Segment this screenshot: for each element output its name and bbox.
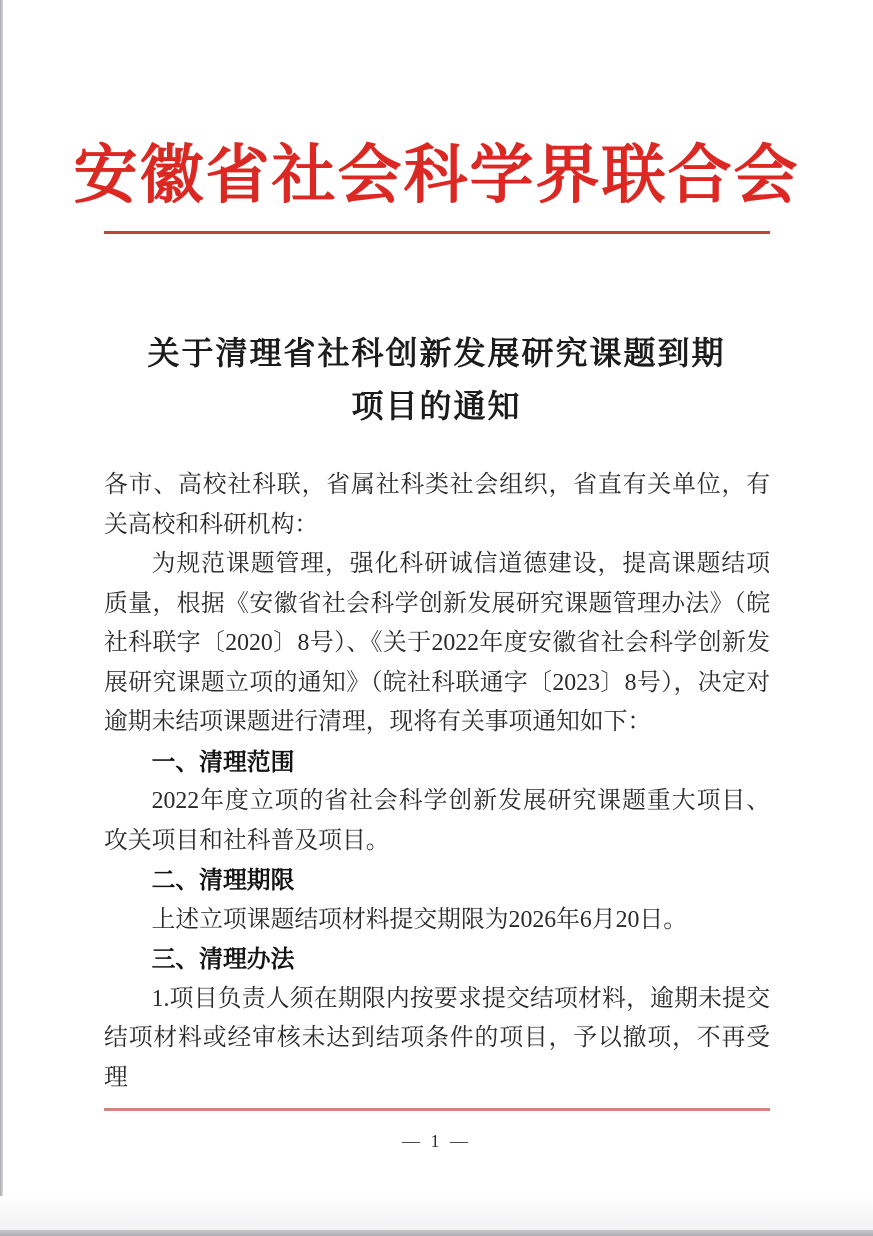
- document-title-line1: 关于清理省社科创新发展研究课题到期: [147, 335, 726, 371]
- section-1-paragraph: 2022年度立项的省社会科学创新发展研究课题重大项目、攻关项目和社科普及项目。: [104, 788, 770, 854]
- document-title: [0, 327, 873, 433]
- salutation: 各市、高校社科联，省属社科类社会组织，省直有关单位，有关高校和科研机构：: [104, 472, 770, 538]
- section-heading-2: 二、清理期限: [151, 867, 295, 894]
- section-2-paragraph: 上述立项课题结项材料提交期限为2026年6月20日。: [151, 906, 688, 933]
- page-edge-bottom: [0, 1230, 873, 1236]
- footer-rule: [104, 1108, 770, 1111]
- document-body: [104, 466, 770, 1098]
- page-bottom-fade: [0, 1196, 873, 1230]
- document-title-line2: 项目的通知: [351, 388, 522, 424]
- letterhead-org-name: 安徽省社会科学界联合会: [73, 140, 800, 211]
- page-number: — 1 —: [402, 1131, 471, 1151]
- intro-paragraph: 为规范课题管理，强化科研诚信道德建设，提高课题结项质量，根据《安徽省社会科学创新发展研究课题管理办法》（皖社科联字〔2020〕8号）、《关于2022年度安徽省社会科学创新发展研究课题立项的通知》（皖社科联通字〔2023〕8号），决定对逾期未结项课题进行清理，现将有关事项通知如下：: [104, 551, 770, 735]
- section-heading-3: 三、清理办法: [151, 946, 295, 973]
- letterhead-rule: [104, 231, 770, 234]
- section-heading-1: 一、清理范围: [151, 748, 295, 776]
- section-3-paragraph: 1.项目负责人须在期限内按要求提交结项材料，逾期未提交结项材料或经审核未达到结项条件的项目，予以撤项，不再受理: [104, 985, 770, 1091]
